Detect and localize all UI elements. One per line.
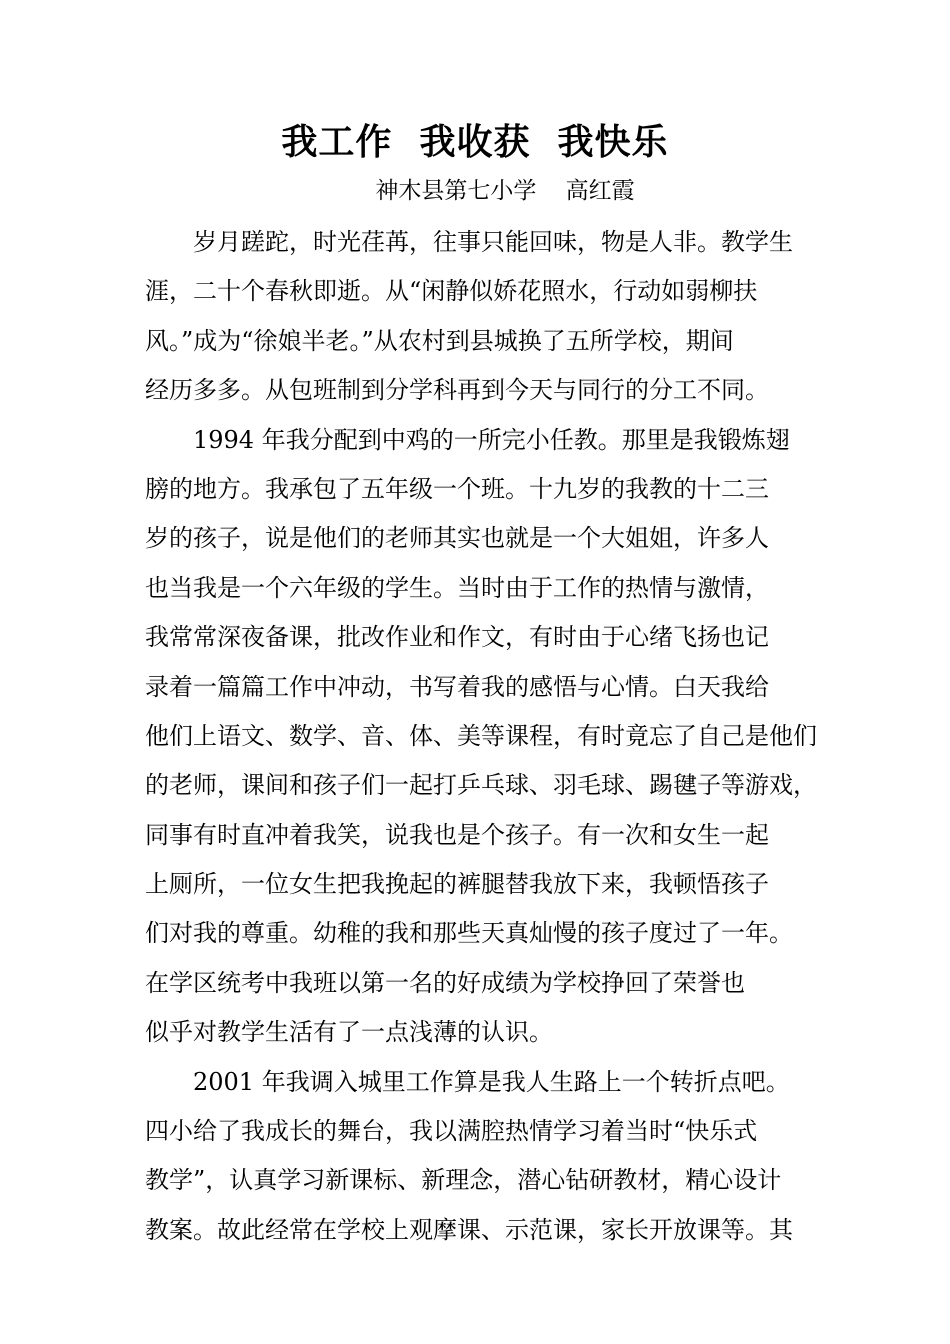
text-line: 的老师，课间和孩子们一起打乒乓球、羽毛球、踢毽子等游戏， [145,771,817,800]
text-line: 2001 年我调入城里工作算是我人生路上一个转折点吧。 [193,1067,790,1096]
text-line: 同事有时直冲着我笑，说我也是个孩子。有一次和女生一起 [145,820,769,849]
text-line: 我常常深夜备课，批改作业和作文，有时由于心绪飞扬也记 [145,623,769,652]
document-title: 我工作 我收获 我快乐 [281,121,669,163]
text-line: 似乎对教学生活有了一点浅薄的认识。 [145,1018,553,1047]
text-line: 经历多多。从包班制到分学科再到今天与同行的分工不同。 [145,376,769,405]
text-line: 涯，二十个春秋即逝。从“闲静似娇花照水，行动如弱柳扶 [145,277,758,306]
text-line: 教案。故此经常在学校上观摩课、示范课，家长开放课等。其 [145,1215,793,1244]
text-line: 四小给了我成长的舞台，我以满腔热情学习着当时“快乐式 [145,1117,758,1146]
text-line: 岁的孩子，说是他们的老师其实也就是一个大姐姐，许多人 [145,524,769,553]
text-line: 膀的地方。我承包了五年级一个班。十九岁的我教的十二三 [145,474,769,503]
author-byline: 神木县第七小学 高红霞 [375,178,635,204]
text-line: 上厕所，一位女生把我挽起的裤腿替我放下来，我顿悟孩子 [145,870,769,899]
text-line: 1994 年我分配到中鸡的一所完小任教。那里是我锻炼翅 [193,425,790,454]
text-line: 录着一篇篇工作中冲动，书写着我的感悟与心情。白天我给 [145,672,769,701]
document-body [145,224,817,1261]
text-line: 也当我是一个六年级的学生。当时由于工作的热情与激情， [145,573,769,602]
text-line: 教学”，认真学习新课标、新理念，潜心钻研教材，精心设计 [145,1166,782,1195]
text-line: 风。”成为“徐娘半老。”从农村到县城换了五所学校，期间 [145,326,734,355]
text-line: 岁月蹉跎，时光荏苒，往事只能回味，物是人非。教学生 [193,228,793,256]
text-line: 在学区统考中我班以第一名的好成绩为学校挣回了荣誉也 [145,968,745,997]
text-line: 们对我的尊重。幼稚的我和那些天真灿慢的孩子度过了一年。 [145,919,793,948]
text-line: 他们上语文、数学、音、体、美等课程，有时竟忘了自己是他们 [145,721,817,750]
